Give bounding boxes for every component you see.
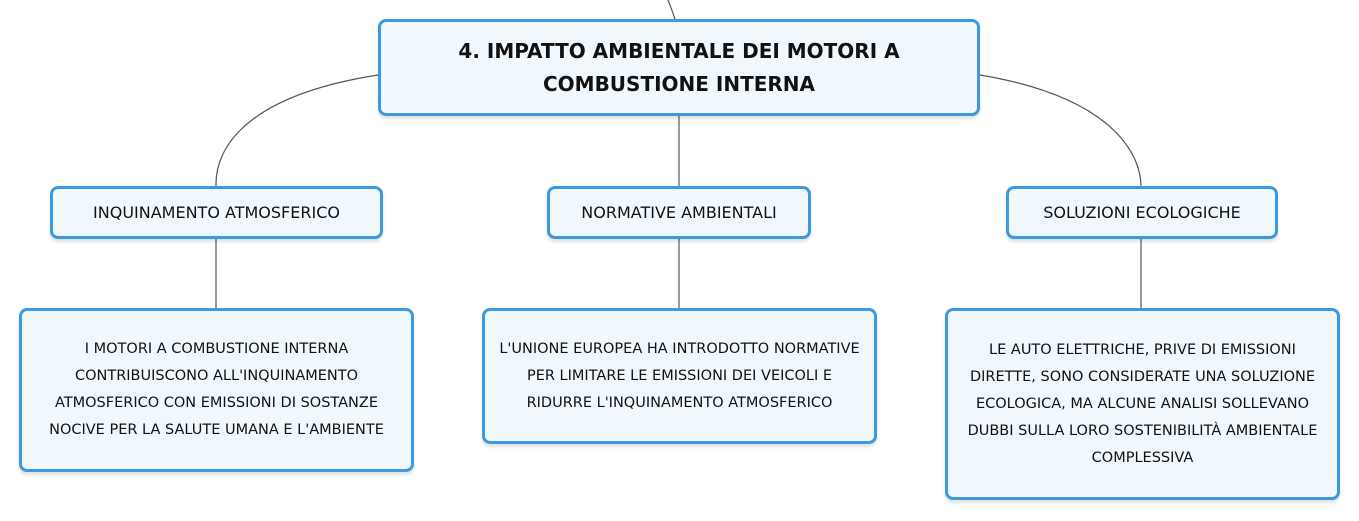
parent-connector (668, 0, 675, 19)
branch-inquinamento-atmosferico[interactable] (50, 186, 383, 239)
connector-root-to-soluzioni (980, 75, 1141, 186)
detail-text: I MOTORI A COMBUSTIONE INTERNA CONTRIBUISCONO ALL'INQUINAMENTO ATMOSFERICO CON EMISSIONI DI SOSTANZE NOCIVE PER LA SALUTE UMANA E L'AMBIENTE (49, 341, 384, 438)
detail-soluzioni-ecologiche[interactable] (945, 308, 1340, 500)
detail-text: L'UNIONE EUROPEA HA INTRODOTTO NORMATIVE PER LIMITARE LE EMISSIONI DEI VEICOLI E RIDURRE L'INQUINAMENTO ATMOSFERICO (499, 340, 860, 411)
detail-normative-ambientali[interactable] (482, 308, 877, 444)
root-topic-title: 4. IMPATTO AMBIENTALE DEI MOTORI A COMBUSTIONE INTERNA (458, 38, 900, 96)
root-topic[interactable] (378, 19, 980, 116)
branch-label: NORMATIVE AMBIENTALI (581, 203, 777, 222)
connector-root-to-inquinamento (216, 75, 378, 186)
detail-text: LE AUTO ELETTRICHE, PRIVE DI EMISSIONI DIRETTE, SONO CONSIDERATE UNA SOLUZIONE ECOLOGICA, MA ALCUNE ANALISI SOLLEVANO DUBBI SULLA LORO SOSTENIBILITÀ AMBIENTALE COMPLESSIVA (967, 341, 1318, 466)
branch-soluzioni-ecologiche[interactable] (1006, 186, 1278, 239)
branch-normative-ambientali[interactable] (547, 186, 811, 239)
branch-label: INQUINAMENTO ATMOSFERICO (93, 203, 340, 222)
detail-inquinamento-atmosferico[interactable] (19, 308, 414, 472)
branch-label: SOLUZIONI ECOLOGICHE (1043, 203, 1241, 222)
